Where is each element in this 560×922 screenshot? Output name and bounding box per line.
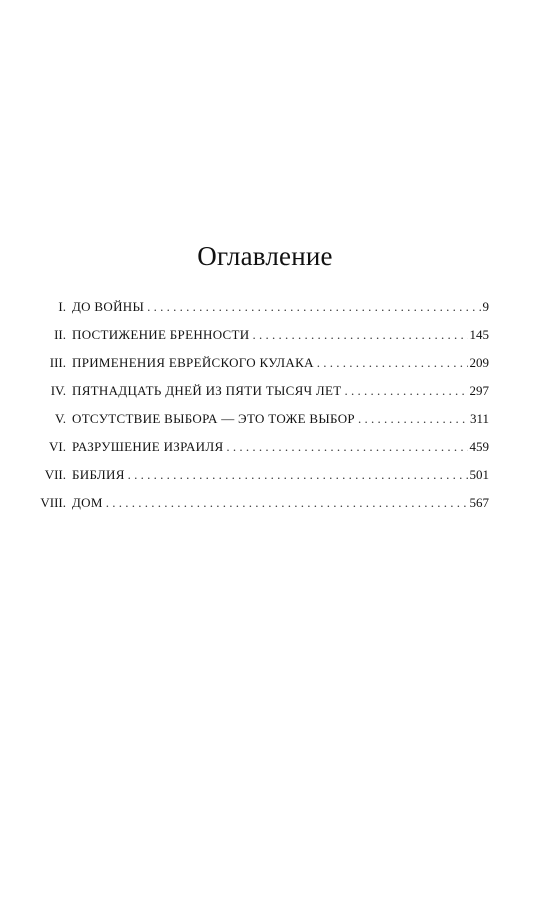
toc-entry [36,293,489,321]
chapter-title: ДОМ [72,495,103,510]
chapter-number: III. [49,355,66,370]
toc-entry [36,377,489,405]
chapter-number: VII. [44,467,66,482]
toc-entry [36,489,489,517]
dot-leader [252,321,467,349]
dot-leader [344,377,467,405]
page-number: 311 [469,411,489,426]
chapter-number: VI. [49,439,66,454]
page-number: 297 [469,383,489,398]
chapter-title: ПРИМЕНЕНИЯ ЕВРЕЙСКОГО КУЛАКА [72,355,314,370]
page-number: 209 [469,355,489,370]
dot-leader [147,293,480,321]
dot-leader [317,349,468,377]
chapter-title: БИБЛИЯ [72,467,125,482]
chapter-title: ПЯТНАДЦАТЬ ДНЕЙ ИЗ ПЯТИ ТЫСЯЧ ЛЕТ [72,383,342,398]
toc-entry [36,433,489,461]
chapter-title: ДО ВОЙНЫ [72,299,145,314]
chapter-number: I. [58,299,66,314]
chapter-title: РАЗРУШЕНИЕ ИЗРАИЛЯ [72,439,224,454]
page-title: Оглавление [197,241,333,271]
dot-leader [128,461,468,489]
toc-entry [36,349,489,377]
page-number: 9 [482,299,489,314]
chapter-number: II. [54,327,66,342]
chapter-number: IV. [50,383,66,398]
toc-entry [36,321,489,349]
chapter-title: ПОСТИЖЕНИЕ БРЕННОСТИ [72,327,250,342]
chapter-title: ОТСУТСТВИЕ ВЫБОРА — ЭТО ТОЖЕ ВЫБОР [72,411,355,426]
chapter-number: VIII. [40,495,66,510]
page-number: 145 [469,327,489,342]
toc-entry [36,405,489,433]
dot-leader [358,405,468,433]
page-number: 567 [469,495,489,510]
chapter-number: V. [55,411,66,426]
page-number: 501 [469,467,489,482]
page-number: 459 [469,439,489,454]
toc-entry [36,461,489,489]
table-of-contents [36,293,489,517]
dot-leader [226,433,467,461]
dot-leader [106,489,468,517]
